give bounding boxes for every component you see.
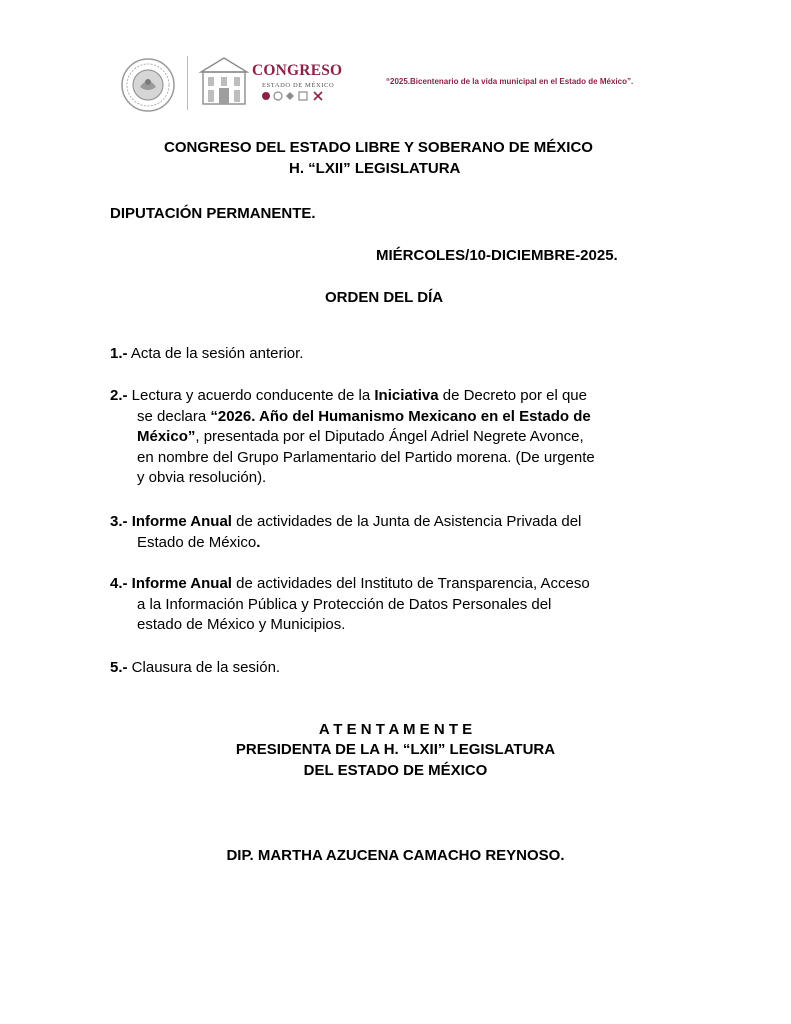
heading-line-1: CONGRESO DEL ESTADO LIBRE Y SOBERANO DE MÉXICO xyxy=(164,139,593,156)
congress-building-icon xyxy=(197,54,251,108)
item-number: 2.- xyxy=(110,387,128,404)
item-line xyxy=(110,574,682,595)
session-title: DIPUTACIÓN PERMANENTE. xyxy=(110,205,316,222)
session-date: MIÉRCOLES/10-DICIEMBRE-2025. xyxy=(376,247,618,264)
item-bold-text: Informe Anual xyxy=(131,513,232,530)
item-text: de actividades del Instituto de Transparencia, Acceso xyxy=(231,575,590,592)
heading-line-2: H. “LXII” LEGISLATURA xyxy=(289,160,461,177)
item-line xyxy=(110,407,682,428)
decorative-glyphs-icon xyxy=(260,90,330,102)
closing-line-3: DEL ESTADO DE MÉXICO xyxy=(303,762,488,779)
item-bold-text: México” xyxy=(137,428,196,445)
item-text: Estado de México xyxy=(137,533,257,551)
agenda-item-2 xyxy=(110,386,682,489)
motto-text: “2025.Bicentenario de la vida municipal en el Estado de México”. xyxy=(386,77,634,86)
agenda-item-4 xyxy=(110,574,682,636)
state-seal-icon xyxy=(120,57,176,113)
item-number: 1.- xyxy=(110,345,128,362)
item-line: estado de México y Municipios. xyxy=(137,616,346,633)
item-line xyxy=(110,512,682,533)
item-text: Acta de la sesión anterior. xyxy=(127,345,304,362)
item-number: 3.- xyxy=(110,513,128,530)
item-text: , presentada por el Diputado Ángel Adriel Negrete Avonce, xyxy=(195,428,584,445)
item-text: Clausura de la sesión. xyxy=(127,659,281,676)
agenda-item-5 xyxy=(110,658,682,679)
item-text: Lectura y acuerdo conducente de la xyxy=(127,387,375,404)
item-bold-text: “2026. Año del Humanismo Mexicano en el Estado de xyxy=(210,407,591,425)
item-line xyxy=(110,427,682,448)
item-bold-text: . xyxy=(256,533,261,551)
letterhead xyxy=(120,52,680,114)
closing-line-2: PRESIDENTA DE LA H. “LXII” LEGISLATURA xyxy=(235,741,556,758)
congress-logo-title: CONGRESO xyxy=(252,62,343,79)
signature-name: DIP. MARTHA AZUCENA CAMACHO REYNOSO. xyxy=(226,847,565,864)
item-line xyxy=(110,386,682,407)
item-line xyxy=(110,533,682,554)
agenda-item-3 xyxy=(110,512,682,553)
item-line: a la Información Pública y Protección de Datos Personales del xyxy=(137,595,552,613)
closing-line-1: A T E N T A M E N T E xyxy=(318,721,473,738)
item-line: y obvia resolución). xyxy=(137,469,267,486)
congress-logo-subtitle: ESTADO DE MÉXICO xyxy=(262,82,335,89)
item-text: se declara xyxy=(137,407,211,425)
item-number: 5.- xyxy=(110,659,128,676)
item-text: de Decreto por el que xyxy=(438,387,587,404)
item-bold-text: Iniciativa xyxy=(374,387,439,404)
logo-divider xyxy=(187,56,188,110)
item-number: 4.- xyxy=(110,575,128,592)
item-bold-text: Informe Anual xyxy=(127,575,232,592)
agenda-title: ORDEN DEL DÍA xyxy=(325,289,444,306)
item-line: en nombre del Grupo Parlamentario del Partido morena. (De urgente xyxy=(137,448,595,466)
agenda-item-1 xyxy=(110,344,682,365)
item-text: de actividades de la Junta de Asistencia Privada del xyxy=(231,513,582,530)
